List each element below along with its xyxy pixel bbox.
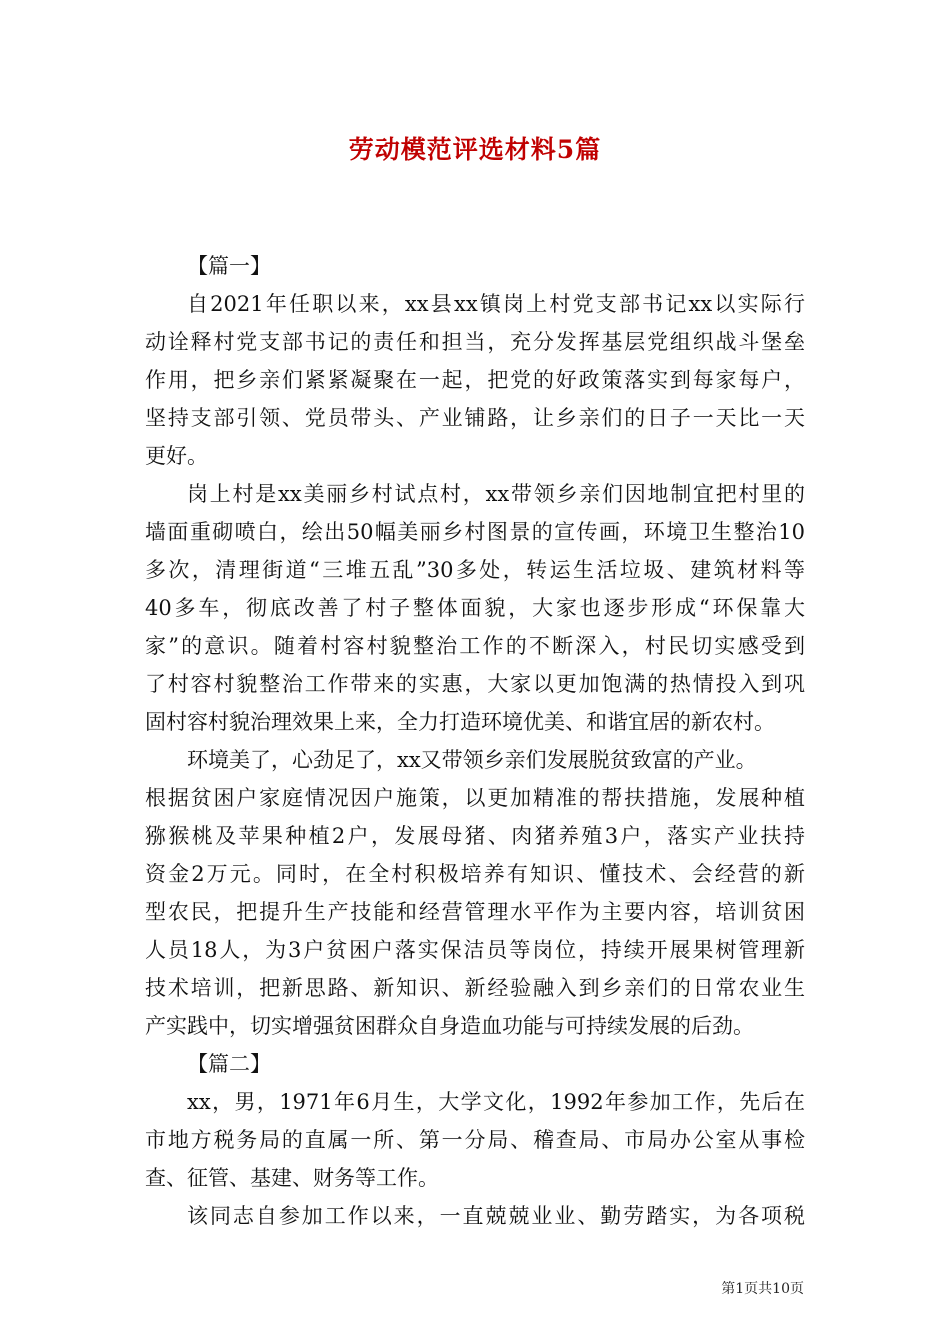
text-line: 固村容村貌治理效果上来，全力打造环境优美、和谐宜居的新农村。 xyxy=(145,710,775,734)
text-line: xx，男，1971年6月生，大学文化，1992年参加工作，先后在 xyxy=(187,1090,805,1114)
paragraph xyxy=(145,475,805,741)
page-number: 第1页共10页 xyxy=(721,1281,804,1297)
text-line: 资金2万元。同时，在全村积极培养有知识、懂技术、会经营的新 xyxy=(145,862,805,886)
section-heading-2: 【篇二】 xyxy=(187,1052,271,1076)
paragraph xyxy=(145,1197,805,1235)
text-line: 人员18人，为3户贫困户落实保洁员等岗位，持续开展果树管理新 xyxy=(145,938,805,962)
text-line: 自2021年任职以来，xx县xx镇岗上村党支部书记xx以实际行 xyxy=(187,292,805,316)
section-heading-1: 【篇一】 xyxy=(187,254,271,278)
text-line: 墙面重砌喷白，绘出50幅美丽乡村图景的宣传画，环境卫生整治10 xyxy=(145,520,805,544)
text-line: 了村容村貌整治工作带来的实惠，大家以更加饱满的热情投入到巩 xyxy=(145,672,805,696)
text-line: 动诠释村党支部书记的责任和担当，充分发挥基层党组织战斗堡垒 xyxy=(145,330,805,354)
text-line: 根据贫困户家庭情况因户施策，以更加精准的帮扶措施，发展种植 xyxy=(145,786,805,810)
text-line: 多次，清理街道“三堆五乱”30多处，转运生活垃圾、建筑材料等 xyxy=(145,558,805,582)
text-line: 市地方税务局的直属一所、第一分局、稽查局、市局办公室从事检 xyxy=(145,1128,805,1152)
text-line: 坚持支部引领、党员带头、产业铺路，让乡亲们的日子一天比一天 xyxy=(145,406,805,430)
document-title: 劳动模范评选材料5篇 xyxy=(348,135,602,164)
paragraph xyxy=(145,1083,805,1197)
paragraph xyxy=(145,741,805,1045)
text-line: 查、征管、基建、财务等工作。 xyxy=(145,1166,439,1190)
text-line: 环境美了，心劲足了，xx又带领乡亲们发展脱贫致富的产业。 xyxy=(187,748,757,772)
text-line: 作用，把乡亲们紧紧凝聚在一起，把党的好政策落实到每家每户， xyxy=(145,368,805,392)
text-line: 40多车，彻底改善了村子整体面貌，大家也逐步形成“环保靠大 xyxy=(145,596,805,620)
paragraph xyxy=(145,285,805,475)
text-line: 产实践中，切实增强贫困群众自身造血功能与可持续发展的后劲。 xyxy=(145,1014,754,1038)
text-line: 猕猴桃及苹果种植2户，发展母猪、肉猪养殖3户，落实产业扶持 xyxy=(145,824,805,848)
text-line: 技术培训，把新思路、新知识、新经验融入到乡亲们的日常农业生 xyxy=(145,976,805,1000)
text-line: 家”的意识。随着村容村貌整治工作的不断深入，村民切实感受到 xyxy=(145,634,805,658)
text-line: 型农民，把提升生产技能和经营管理水平作为主要内容，培训贫困 xyxy=(145,900,805,924)
text-line: 岗上村是xx美丽乡村试点村，xx带领乡亲们因地制宜把村里的 xyxy=(187,482,805,506)
text-line: 更好。 xyxy=(145,444,208,468)
text-line: 该同志自参加工作以来，一直兢兢业业、勤劳踏实，为各项税 xyxy=(187,1204,805,1228)
document-body xyxy=(145,247,805,1235)
